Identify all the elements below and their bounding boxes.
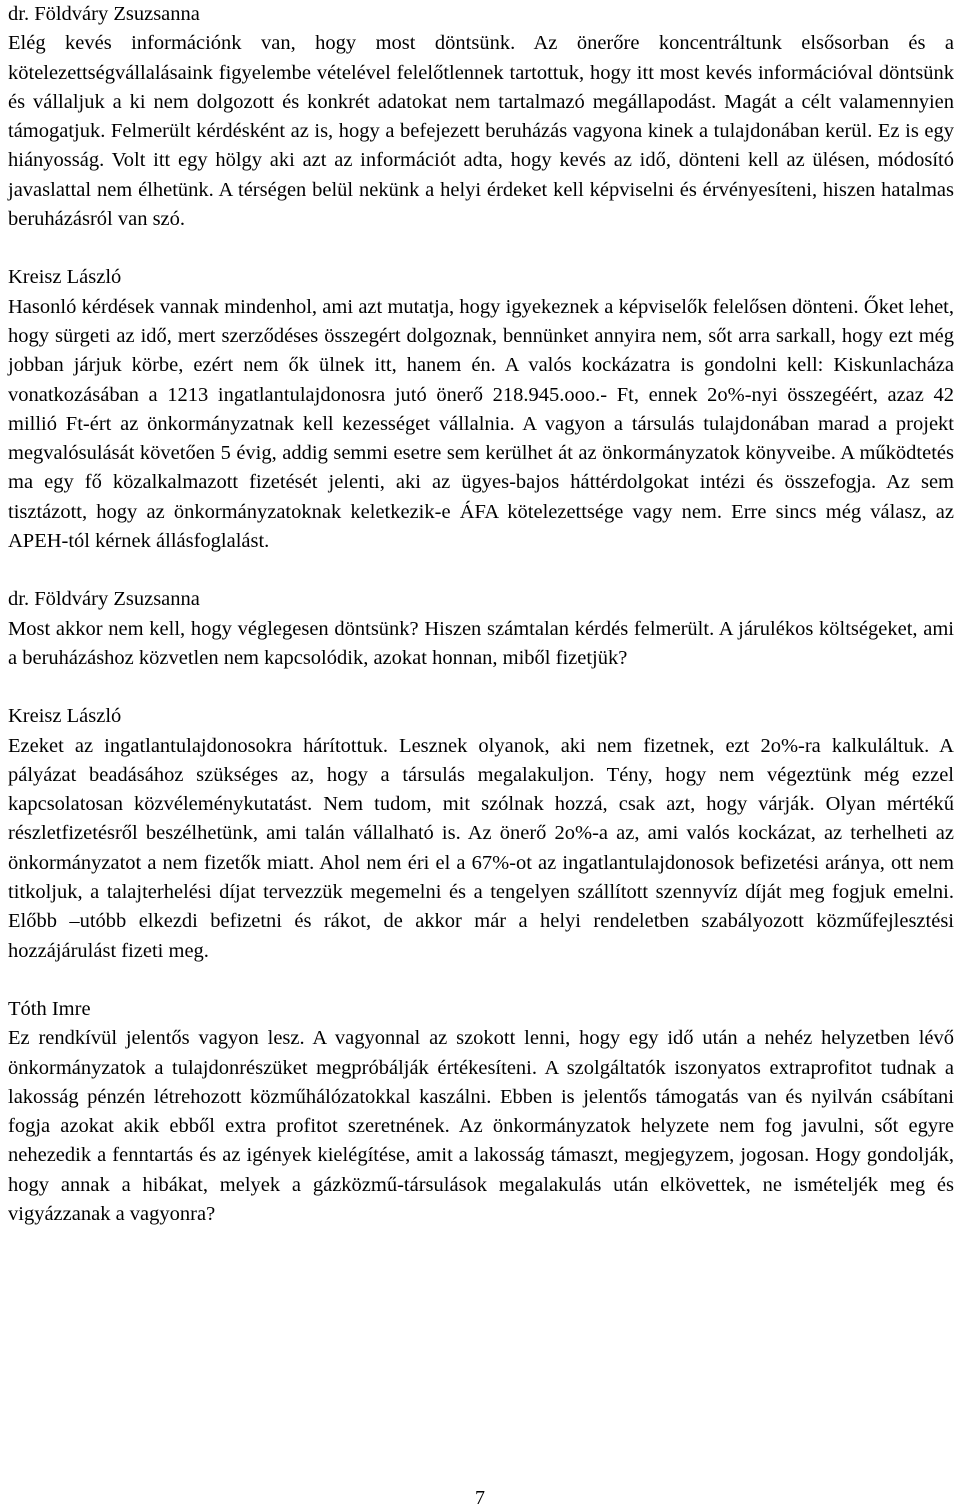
speech-section: [8, 263, 954, 556]
speaker-name: Tóth Imre: [8, 997, 91, 1020]
speech-text: Most akkor nem kell, hogy véglegesen döntsünk? Hiszen számtalan kérdés felmerült. A járulékos költségeket, ami a beruházáshoz közvetlen nem kapcsolódik, azokat honnan, miből fizetjük?: [8, 617, 954, 669]
speech-text: Hasonló kérdések vannak mindenhol, ami azt mutatja, hogy igyekeznek a képviselők felelősen dönteni. Őket lehet, hogy sürgeti az idő, mert szerződéses összegért dolgoznak, bennünket annyira nem, sőt arra sarkall, hogy ezt még jobban járjuk körbe, ezért nem ők ülnek itt, hanem én. A valós kockázatra is gondolni kell: Kiskunlacháza vonatkozásában a 1213 ingatlantulajdonosra jutó önerő 218.945.ooo.- Ft, ennek 2o%-nyi összegéért, azaz 42 millió Ft-ért az önkormányzatnak kell kezességet vállalnia. A vagyon a társulás tulajdonában marad a projekt megvalósulását követően 5 évig, addig semmi esetre sem kerülhet át az önkormányzatok könyveibe. A működtetés ma egy fő közalkalmazott fizetését jelenti, aki az ügyes-bajos háttérdolgokat intézi és összefogja. Az sem tisztázott, hogy az önkormányzatoknak keletkezik-e ÁFA kötelezettsége vagy nem. Erre sincs még válasz, az APEH-tól kérnek állásfoglalást.: [8, 295, 954, 553]
speech-text: Elég kevés információnk van, hogy most döntsünk. Az önerőre koncentráltunk elsősorban és a kötelezettségvállalásaink figyelembe vételével felelőtlennek tartottuk, hogy itt most kevés információval döntsünk és vállaljuk a ki nem dolgozott és konkrét adatokat nem tartalmazó megállapodást. Magát a célt valamennyien támogatjuk. Felmerült kérdésként az is, hogy a befejezett beruházás vagyona kinek a tulajdonában kerül. Ez is egy hiányosság. Volt itt egy hölgy aki azt az információt adta, hogy kevés az idő, dönteni kell az ülésen, módosító javaslattal nem élhetünk. A térségen belül nekünk a helyi érdeket kell képviselni és érvényesíteni, hiszen hatalmas beruházásról van szó.: [8, 32, 954, 231]
speaker-name: dr. Földváry Zsuzsanna: [8, 588, 200, 611]
speech-text: Ez rendkívül jelentős vagyon lesz. A vagyonnal az szokott lenni, hogy egy idő után a nehéz helyzetben lévő önkormányzatok a tulajdonrészüket megpróbálják értékesíteni. A szolgáltatók iszonyatos extraprofitot tudnak a lakosság pénzén létrehozott közműhálózatokkal kaszálni. Ebben is jelentős támogatás van és nyilván csábítani fogja azokat akik ebből extra profitot szeretnének. Az önkormányzatok helyzete nem fog javulni, sőt egyre nehezedik a fenntartás és az igények kielégítése, amit a lakosság támaszt, megjegyzem, jogosan. Hogy gondolják, hogy annak a hibákat, melyek a gázközmű-társulások megalakulás után elkövettek, ne ismételjék meg és vigyázzanak a vagyonra?: [8, 1027, 954, 1225]
speaker-name: Kreisz László: [8, 705, 122, 728]
page-number: 7: [475, 1487, 485, 1509]
speaker-name: Kreisz László: [8, 266, 122, 289]
speech-section: [8, 995, 954, 1229]
speech-section: [8, 0, 954, 234]
speech-section: [8, 585, 954, 673]
speech-section: [8, 702, 954, 966]
speaker-name: dr. Földváry Zsuzsanna: [8, 3, 200, 25]
speech-text: Ezeket az ingatlantulajdonosokra hárítottuk. Lesznek olyanok, aki nem fizetnek, ezt 2o%-ra kalkuláltuk. A pályázat beadásához szükséges az, hogy a társulás megalakuljon. Tény, hogy nem végeztünk még ezzel kapcsolatosan közvéleménykutatást. Nem tudom, mit szólnak hozzá, csak azt, hogy várják. Olyan mértékű részletfizetésről beszélhetünk, ami talán vállalható is. Az önerő 2o%-a az, ami valós kockázat, az terhelheti az önkormányzatot a nem fizetők miatt. Ahol nem éri el a 67%-ot az ingatlantulajdonosok befizetési aránya, ott nem titkoljuk, a talajterhelési díjat tervezzük megemelni és a tengelyen szállított szennyvíz díját meg fogjuk emelni. Előbb –utóbb elkezdi befizetni és rákot, de akkor már a helyi rendeletben szabályozott közműfejlesztési hozzájárulást fizeti meg.: [8, 734, 954, 962]
document-page: [8, 0, 954, 1258]
